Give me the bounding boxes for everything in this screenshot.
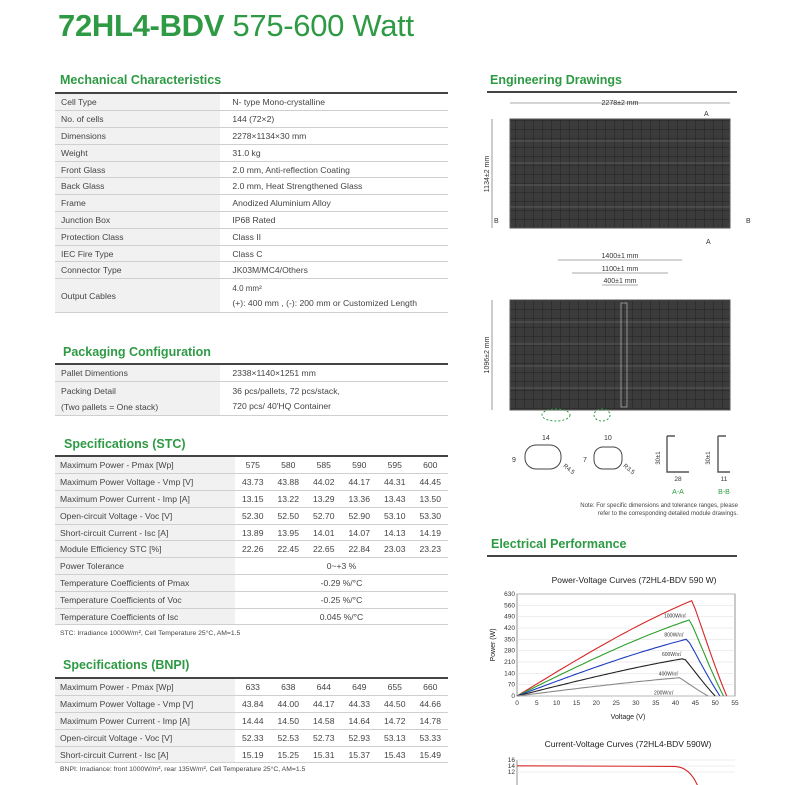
engineering-drawings bbox=[480, 94, 760, 524]
cable-size: 4.0 mm² bbox=[232, 283, 262, 293]
mech-label: Cell Type bbox=[55, 94, 220, 111]
electrical-heading: Electrical Performance bbox=[491, 537, 627, 551]
x-tick-label: 25 bbox=[612, 700, 620, 707]
mech-value: Class C bbox=[220, 245, 448, 262]
mechanical-table bbox=[55, 94, 448, 313]
mech-value: 31.0 kg bbox=[220, 144, 448, 161]
spec-value: 44.02 bbox=[306, 474, 342, 491]
spec-row bbox=[55, 558, 448, 575]
spec-value: 14.13 bbox=[377, 524, 413, 541]
dim-9: 9 bbox=[512, 457, 516, 464]
spec-value: 52.33 bbox=[235, 729, 271, 746]
x-tick-label: 50 bbox=[711, 700, 719, 707]
spec-value: 43.73 bbox=[235, 474, 271, 491]
packing-label: Packing Detail bbox=[61, 385, 116, 396]
mech-value: Anodized Aluminium Alloy bbox=[220, 195, 448, 212]
spec-row bbox=[55, 679, 448, 696]
detail-circle bbox=[594, 409, 610, 421]
spec-value: 595 bbox=[377, 457, 413, 474]
mech-label: Protection Class bbox=[55, 228, 220, 245]
mech-value: 2278×1134×30 mm bbox=[220, 128, 448, 145]
dim-1400: 1400±1 mm bbox=[601, 253, 639, 260]
mech-value: N- type Mono-crystalline bbox=[220, 94, 448, 111]
mech-label: Junction Box bbox=[55, 212, 220, 229]
mech-label: Dimensions bbox=[55, 128, 220, 145]
chart-title: Power-Voltage Curves (72HL4-BDV 590 W) bbox=[551, 575, 717, 585]
spec-label: Short-circuit Current - Isc [A] bbox=[55, 524, 235, 541]
width-dim-label: 2278±2 mm bbox=[601, 100, 639, 107]
spec-row bbox=[55, 491, 448, 508]
spec-value: 590 bbox=[342, 457, 378, 474]
bnpi-table bbox=[55, 679, 448, 763]
spec-label: Maximum Power - Pmax [Wp] bbox=[55, 679, 235, 696]
bnpi-heading: Specifications (BNPI) bbox=[63, 658, 190, 672]
packing-value-sub: 720 pcs/ 40'HQ Container bbox=[232, 400, 332, 411]
spec-value: 655 bbox=[377, 679, 413, 696]
mech-row bbox=[55, 94, 448, 111]
section-mark-b: B bbox=[494, 218, 499, 225]
spec-value: 585 bbox=[306, 457, 342, 474]
mech-row bbox=[55, 245, 448, 262]
bnpi-note: BNPI: Irradiance: front 1000W/m², rear 135W/m², Cell Temperature 25°C, AM=1.5 bbox=[60, 766, 306, 773]
y-tick-label: 280 bbox=[504, 647, 515, 655]
packing-label-sub: (Two pallets = One stack) bbox=[61, 401, 159, 412]
section-mark-b: B bbox=[746, 218, 751, 225]
mech-value: JK03M/MC4/Others bbox=[220, 262, 448, 279]
spec-row bbox=[55, 746, 448, 763]
spec-value: 44.50 bbox=[377, 696, 413, 713]
mech-row bbox=[55, 111, 448, 128]
stc-table bbox=[55, 457, 448, 625]
spec-value: 0.045 %/°C bbox=[235, 608, 448, 625]
spec-value: 13.15 bbox=[235, 491, 271, 508]
spec-value: 600 bbox=[413, 457, 449, 474]
spec-value: 53.13 bbox=[377, 729, 413, 746]
spec-value: 0~+3 % bbox=[235, 558, 448, 575]
dim-30-aa: 30±1 bbox=[656, 451, 662, 465]
mech-label: Front Glass bbox=[55, 161, 220, 178]
spec-value: 52.30 bbox=[235, 507, 271, 524]
spec-row bbox=[55, 575, 448, 592]
spec-value: 13.36 bbox=[342, 491, 378, 508]
spec-value: 52.93 bbox=[342, 729, 378, 746]
spec-row bbox=[55, 507, 448, 524]
x-tick-label: 30 bbox=[632, 700, 640, 707]
series-label: 400W/㎡ bbox=[658, 671, 679, 678]
y-tick-label: 0 bbox=[511, 693, 515, 700]
mech-label: No. of cells bbox=[55, 111, 220, 128]
section-rule bbox=[487, 91, 737, 93]
spec-value: 43.84 bbox=[235, 696, 271, 713]
spec-value: 44.31 bbox=[377, 474, 413, 491]
mech-label: Output Cables bbox=[55, 279, 220, 313]
spec-value: 22.84 bbox=[342, 541, 378, 558]
x-tick-label: 35 bbox=[652, 700, 660, 707]
mech-value: 144 (72×2) bbox=[220, 111, 448, 128]
spec-label: Short-circuit Current - Isc [A] bbox=[55, 746, 235, 763]
mech-label: Back Glass bbox=[55, 178, 220, 195]
spec-label: Maximum Power Current - Imp [A] bbox=[55, 713, 235, 730]
mech-value: IP68 Rated bbox=[220, 212, 448, 229]
spec-value: 44.00 bbox=[271, 696, 307, 713]
spec-row bbox=[55, 729, 448, 746]
spec-value: 14.44 bbox=[235, 713, 271, 730]
dim-28: 28 bbox=[674, 476, 682, 483]
packaging-heading: Packaging Configuration bbox=[63, 345, 211, 359]
spec-value: 23.23 bbox=[413, 541, 449, 558]
x-axis-label: Voltage (V) bbox=[610, 714, 646, 721]
mech-label: Weight bbox=[55, 144, 220, 161]
spec-row bbox=[55, 474, 448, 491]
spec-row bbox=[55, 696, 448, 713]
dim-30-bb: 30±1 bbox=[706, 451, 712, 465]
drawings-heading: Engineering Drawings bbox=[490, 73, 622, 87]
section-rule bbox=[487, 555, 737, 557]
spec-value: 52.90 bbox=[342, 507, 378, 524]
mech-label: Frame bbox=[55, 195, 220, 212]
spec-value: 43.88 bbox=[271, 474, 307, 491]
x-tick-label: 40 bbox=[671, 700, 680, 707]
spec-value: 14.50 bbox=[271, 713, 307, 730]
dim-10: 10 bbox=[604, 435, 612, 442]
x-tick-label: 45 bbox=[691, 700, 699, 707]
spec-value: 13.89 bbox=[235, 524, 271, 541]
series-label: 600W/㎡ bbox=[661, 652, 682, 659]
x-tick-label: 20 bbox=[592, 700, 600, 707]
spec-value: 13.22 bbox=[271, 491, 307, 508]
drawing-note: refer to the corresponding detailed module drawings. bbox=[597, 511, 738, 517]
x-tick-label: 0 bbox=[515, 700, 519, 707]
y-axis-label: Power (W) bbox=[490, 628, 497, 662]
mechanical-heading: Mechanical Characteristics bbox=[60, 73, 222, 87]
spec-value: -0.25 %/°C bbox=[235, 591, 448, 608]
detail-circle bbox=[542, 409, 570, 421]
dim-7: 7 bbox=[583, 457, 587, 464]
spec-value: -0.29 %/°C bbox=[235, 575, 448, 592]
mech-row bbox=[55, 279, 448, 313]
spec-value: 15.37 bbox=[342, 746, 378, 763]
y-tick-label: 70 bbox=[507, 681, 515, 689]
dim-1100: 1100±1 mm bbox=[601, 266, 639, 273]
power-range: 575-600 Watt bbox=[232, 8, 414, 43]
spec-value: 660 bbox=[413, 679, 449, 696]
spec-value: 13.43 bbox=[377, 491, 413, 508]
spec-label: Open-circuit Voltage - Voc [V] bbox=[55, 507, 235, 524]
iv-series-line bbox=[517, 766, 700, 785]
spec-value: 14.72 bbox=[377, 713, 413, 730]
spec-row bbox=[55, 591, 448, 608]
y-tick-label: 630 bbox=[504, 591, 515, 598]
y-tick-label: 210 bbox=[504, 659, 515, 666]
spec-value: 22.45 bbox=[271, 541, 307, 558]
spec-row bbox=[55, 524, 448, 541]
spec-value: 14.19 bbox=[413, 524, 449, 541]
spec-value: 638 bbox=[271, 679, 307, 696]
spec-value: 44.33 bbox=[342, 696, 378, 713]
packing-value: 36 pcs/pallets, 72 pcs/stack, bbox=[232, 385, 340, 396]
spec-row bbox=[55, 713, 448, 730]
mech-row bbox=[55, 161, 448, 178]
label-bb: B-B bbox=[718, 489, 730, 496]
spec-label: Module Efficiency STC [%] bbox=[55, 541, 235, 558]
spec-value: 14.78 bbox=[413, 713, 449, 730]
packaging-table bbox=[55, 365, 448, 416]
spec-value: 15.49 bbox=[413, 746, 449, 763]
pallet-value: 2338×1140×1251 mm bbox=[220, 365, 448, 382]
spec-value: 44.66 bbox=[413, 696, 449, 713]
spec-label: Maximum Power Voltage - Vmp [V] bbox=[55, 696, 235, 713]
dim-14: 14 bbox=[542, 435, 550, 442]
mech-value: 2.0 mm, Anti-reflection Coating bbox=[220, 161, 448, 178]
series-label: 1000W/㎡ bbox=[663, 613, 687, 620]
spec-label: Maximum Power Voltage - Vmp [V] bbox=[55, 474, 235, 491]
mech-row bbox=[55, 128, 448, 145]
spec-label: Temperature Coefficients of Isc bbox=[55, 608, 235, 625]
y-tick-label: 12 bbox=[507, 769, 515, 776]
y-tick-label: 16 bbox=[507, 757, 515, 764]
x-tick-label: 55 bbox=[731, 700, 739, 707]
spec-value: 23.03 bbox=[377, 541, 413, 558]
spec-value: 15.43 bbox=[377, 746, 413, 763]
spec-value: 13.95 bbox=[271, 524, 307, 541]
section-mark-a: A bbox=[706, 239, 711, 246]
mech-value: Class II bbox=[220, 228, 448, 245]
spec-value: 649 bbox=[342, 679, 378, 696]
spec-label: Temperature Coefficients of Voc bbox=[55, 591, 235, 608]
radius-45: R4.5 bbox=[561, 463, 576, 477]
y-tick-label: 420 bbox=[504, 625, 515, 632]
cable-length: (+): 400 mm , (-): 200 mm or Customized Length bbox=[232, 297, 417, 308]
spec-value: 14.07 bbox=[342, 524, 378, 541]
spec-value: 53.33 bbox=[413, 729, 449, 746]
y-tick-label: 560 bbox=[504, 602, 515, 610]
drawing-note: Note: For specific dimensions and tolerance ranges, please bbox=[580, 503, 738, 509]
frame-section-bb bbox=[718, 436, 730, 472]
spec-value: 53.10 bbox=[377, 507, 413, 524]
stc-heading: Specifications (STC) bbox=[64, 437, 186, 451]
model-name: 72HL4-BDV bbox=[58, 8, 225, 43]
spec-value: 22.26 bbox=[235, 541, 271, 558]
label-aa: A-A bbox=[672, 489, 684, 496]
spec-label: Maximum Power - Pmax [Wp] bbox=[55, 457, 235, 474]
x-tick-label: 15 bbox=[572, 700, 581, 707]
grounding-hole bbox=[594, 447, 622, 469]
spec-label: Maximum Power Current - Imp [A] bbox=[55, 491, 235, 508]
stc-note: STC: Irradiance 1000W/m², Cell Temperature 25°C, AM=1.5 bbox=[60, 630, 241, 637]
x-tick-label: 10 bbox=[553, 700, 561, 707]
spec-value: 13.50 bbox=[413, 491, 449, 508]
spec-value: 44.17 bbox=[342, 474, 378, 491]
spec-row bbox=[55, 541, 448, 558]
mech-row bbox=[55, 144, 448, 161]
spec-label: Power Tolerance bbox=[55, 558, 235, 575]
spec-value: 44.45 bbox=[413, 474, 449, 491]
chart-title: Current-Voltage Curves (72HL4-BDV 590W) bbox=[544, 739, 712, 749]
mech-row bbox=[55, 212, 448, 229]
spec-value: 15.19 bbox=[235, 746, 271, 763]
spec-value: 580 bbox=[271, 457, 307, 474]
spec-value: 633 bbox=[235, 679, 271, 696]
y-tick-label: 350 bbox=[504, 636, 515, 644]
spec-value: 14.64 bbox=[342, 713, 378, 730]
spec-value: 15.25 bbox=[271, 746, 307, 763]
mech-row bbox=[55, 178, 448, 195]
spec-value: 44.17 bbox=[306, 696, 342, 713]
y-tick-label: 490 bbox=[504, 613, 515, 621]
spec-value: 52.70 bbox=[306, 507, 342, 524]
y-tick-label: 140 bbox=[504, 670, 515, 678]
spec-value: 13.29 bbox=[306, 491, 342, 508]
radius-35: R3.5 bbox=[621, 463, 636, 477]
pallet-label: Pallet Dimentions bbox=[55, 365, 220, 382]
panel-back-view bbox=[510, 300, 730, 410]
section-mark-a: A bbox=[704, 111, 709, 118]
spec-value: 52.50 bbox=[271, 507, 307, 524]
spec-value: 52.53 bbox=[271, 729, 307, 746]
dim-11: 11 bbox=[720, 476, 728, 483]
series-label: 200W/㎡ bbox=[654, 690, 674, 697]
spec-row bbox=[55, 608, 448, 625]
spec-value: 15.31 bbox=[306, 746, 342, 763]
mech-value: 2.0 mm, Heat Strengthened Glass bbox=[220, 178, 448, 195]
spec-value: 575 bbox=[235, 457, 271, 474]
series-label: 800W/㎡ bbox=[664, 632, 684, 639]
spec-value: 52.73 bbox=[306, 729, 342, 746]
mech-row bbox=[55, 228, 448, 245]
pv-curves-chart bbox=[480, 570, 760, 785]
spec-label: Open-circuit Voltage - Voc [V] bbox=[55, 729, 235, 746]
spec-value: 14.01 bbox=[306, 524, 342, 541]
back-height-label: 1096±2 mm bbox=[484, 336, 491, 374]
panel-front-view bbox=[510, 119, 730, 228]
frame-section-aa bbox=[667, 436, 689, 472]
dim-400: 400±1 mm bbox=[603, 278, 637, 285]
spec-row bbox=[55, 457, 448, 474]
spec-value: 14.58 bbox=[306, 713, 342, 730]
spec-value: 644 bbox=[306, 679, 342, 696]
x-tick-label: 5 bbox=[535, 700, 539, 707]
mounting-hole bbox=[525, 445, 561, 469]
mech-row bbox=[55, 262, 448, 279]
page-title bbox=[58, 8, 414, 44]
spec-label: Temperature Coefficients of Pmax bbox=[55, 575, 235, 592]
mech-row bbox=[55, 195, 448, 212]
spec-value: 53.30 bbox=[413, 507, 449, 524]
spec-value: 22.65 bbox=[306, 541, 342, 558]
mech-label: IEC Fire Type bbox=[55, 245, 220, 262]
height-dim-label: 1134±2 mm bbox=[484, 155, 491, 193]
y-tick-label: 14 bbox=[507, 763, 515, 770]
mech-label: Connector Type bbox=[55, 262, 220, 279]
